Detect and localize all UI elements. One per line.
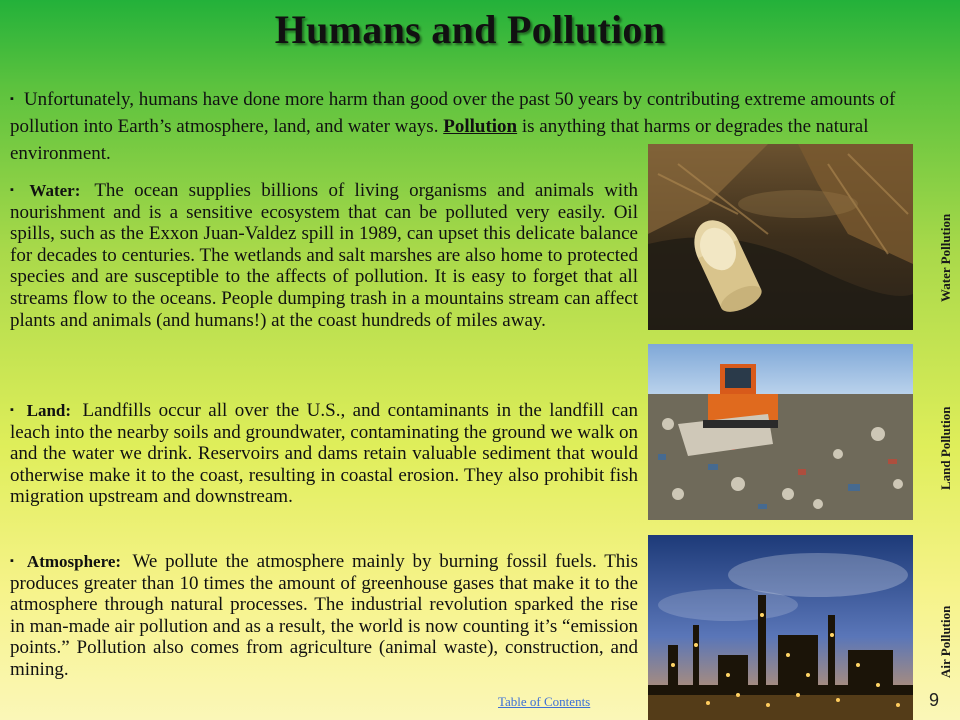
- land-heading: Land:: [26, 401, 72, 420]
- land-section: [10, 400, 638, 508]
- bullet-icon: ▪: [10, 184, 20, 196]
- water-pollution-label: Water Pollution: [938, 213, 953, 302]
- bullet-icon: ▪: [10, 93, 14, 105]
- atmosphere-text: We pollute the atmosphere mainly by burning fossil fuels. This produces greater than 10 times the amount of greenhouse gases that make it to the atmosphere through natural processes. The industrial revolution sparked the rise in man-made air pollution and as a result, the world is now counting it’s “emission points.” Pollution also comes from agriculture (animal waste), construction, and mining.: [10, 551, 638, 680]
- land-pollution-photo: [648, 344, 913, 520]
- bullet-icon: ▪: [10, 555, 17, 567]
- land-text: Landfills occur all over the U.S., and contaminants in the landfill can leach into the nearby soils and groundwater, contaminating the ground we walk on and the water we drink. Reservoirs and dams retain valuable sediment that would otherwise make it to the coast, resulting in coastal erosion. They also prohibit fish migration upstream and downstream.: [10, 400, 639, 508]
- air-pollution-label: Air Pollution: [938, 605, 953, 678]
- atmosphere-heading: Atmosphere:: [26, 552, 122, 571]
- intro-text-start: Unfortunately, humans have done more harm than good over the past 50 years by contributing extreme amounts of pollution into Earth’s atmosphere, land, and water ways.: [10, 89, 896, 137]
- bullet-icon: ▪: [10, 404, 17, 416]
- table-of-contents-link[interactable]: Table of Contents: [498, 694, 591, 709]
- page-title: Humans and Pollution: [274, 7, 666, 52]
- water-text: The ocean supplies billions of living organisms and animals with nourishment and is a sensitive ecosystem that can be polluted very easily. Oil spills, such as the Exxon Juan-Valdez spill in 1989, can upset this delicate balance for decades to centuries. The wetlands and salt marshes are also home to protected species and are susceptible to the affects of pollution. It is easy to forget that all streams flow to the oceans. People dumping trash in a mountains stream can affect plants and animals (and humans!) at the coast hundreds of miles away.: [10, 180, 638, 331]
- water-heading: Water:: [29, 181, 81, 200]
- water-section: [10, 180, 638, 331]
- water-pollution-photo: [648, 144, 913, 330]
- intro-text-end: is anything that harms or degrades the natural environment.: [10, 116, 869, 164]
- atmosphere-section: [10, 551, 638, 681]
- air-pollution-photo: [648, 535, 913, 720]
- pollution-term: Pollution: [443, 116, 518, 137]
- land-pollution-label: Land Pollution: [938, 406, 953, 490]
- page-number: 9: [929, 690, 940, 710]
